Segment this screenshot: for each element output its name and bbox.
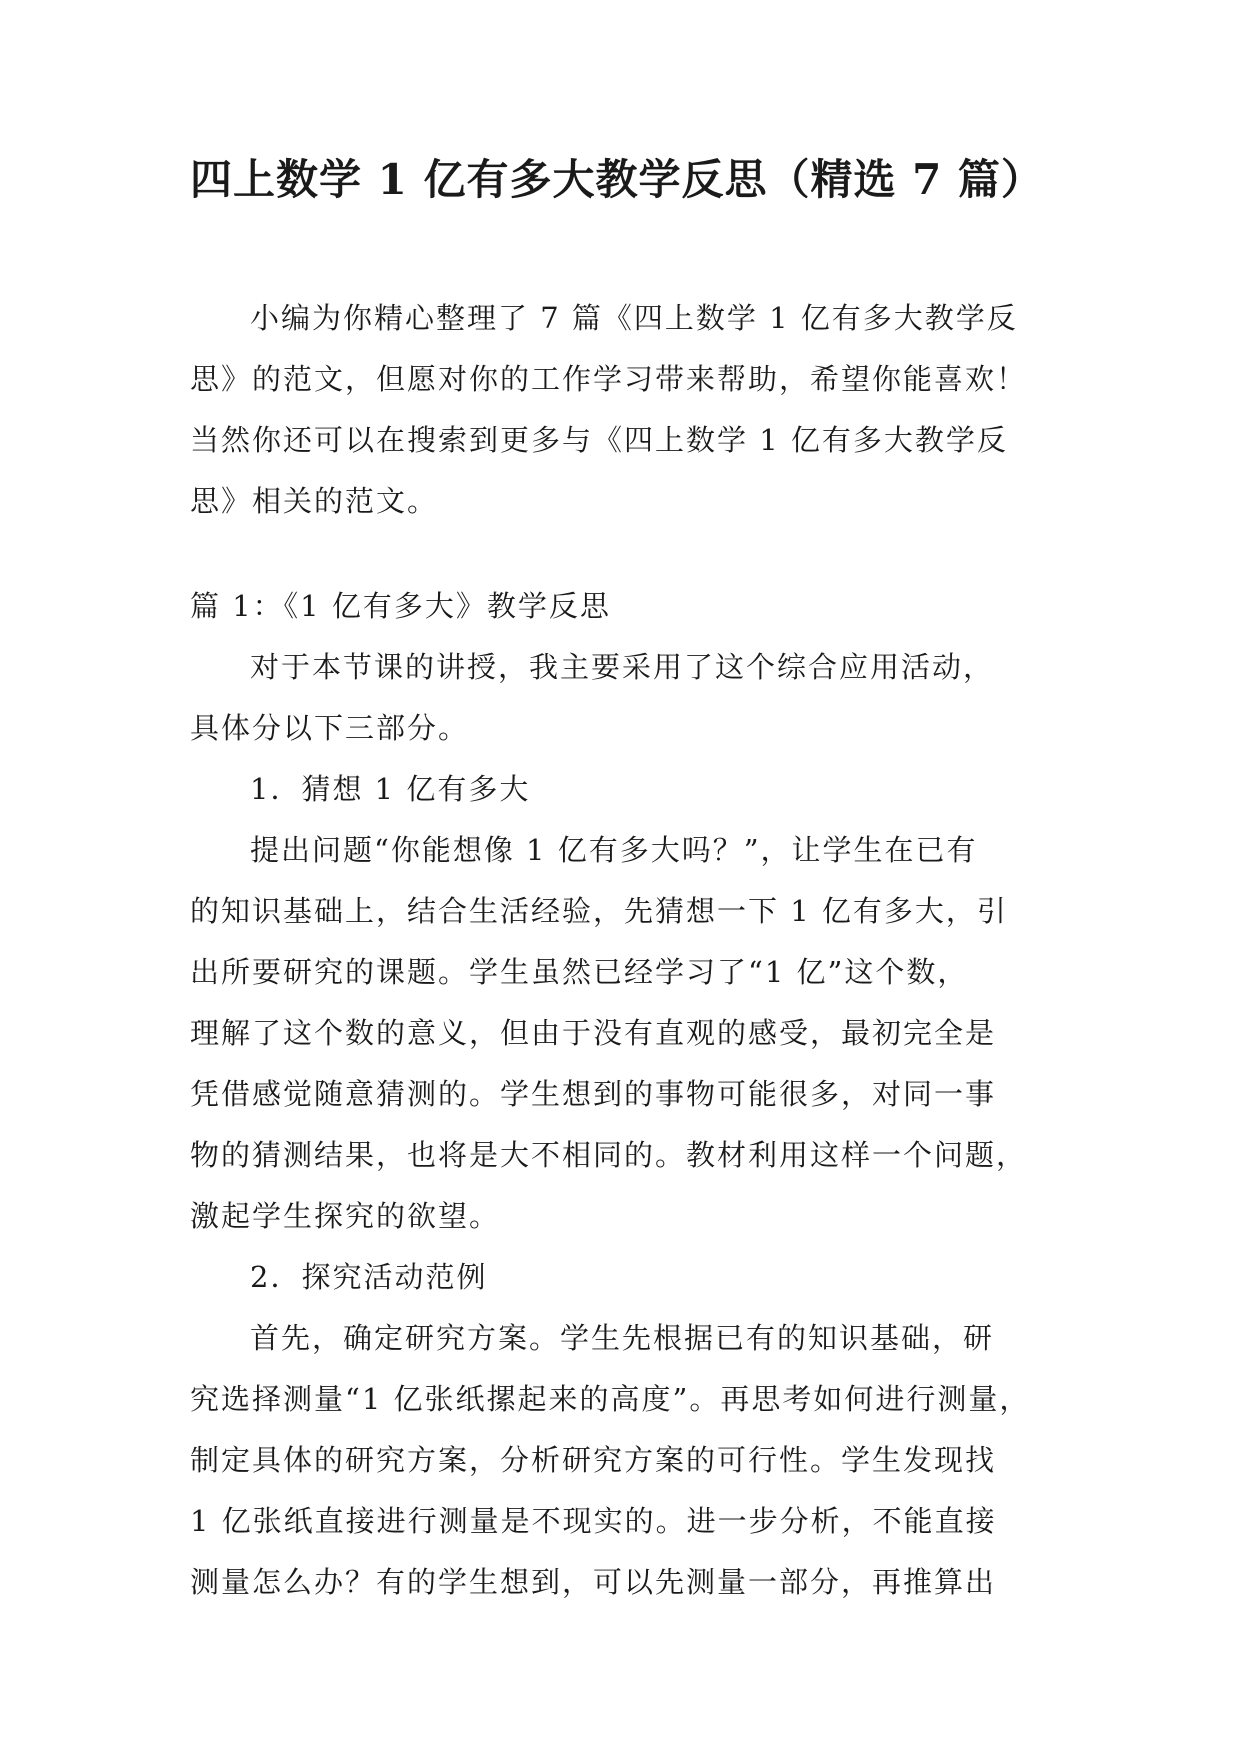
intro-line: 小编为你精心整理了 7 篇《四上数学 1 亿有多大教学反 [250,301,1018,335]
paragraph-line: 测量怎么办？有的学生想到，可以先测量一部分，再推算出 [190,1565,997,1599]
paragraph-line: 制定具体的研究方案，分析研究方案的可行性。学生发现找 [190,1443,997,1477]
article-heading [190,576,1060,637]
intro-line: 思》相关的范文。 [190,484,439,518]
paragraph-line: 出所要研究的课题。学生虽然已经学习了“1 亿”这个数， [190,955,969,989]
paragraph-line: 理解了这个数的意义，但由于没有直观的感受，最初完全是 [190,1016,997,1050]
paragraph-line: 究选择测量“1 亿张纸摞起来的高度”。再思考如何进行测量， [190,1382,1031,1416]
paragraph-line: 1 亿张纸直接进行测量是不现实的。进一步分析，不能直接 [190,1504,997,1538]
paragraph-line: 激起学生探究的欲望。 [190,1199,501,1233]
article-body [190,637,1060,1613]
paragraph-line: 凭借感觉随意猜测的。学生想到的事物可能很多，对同一事 [190,1077,997,1111]
paragraph-line: 对于本节课的讲授，我主要采用了这个综合应用活动， [250,650,995,684]
document-title: 四上数学 1 亿有多大教学反思（精选 7 篇） [190,155,1044,204]
article-heading-text: 篇 1：《1 亿有多大》教学反思 [190,589,611,623]
intro-line: 思》的范文，但愿对你的工作学习带来帮助，希望你能喜欢！ [190,362,1028,396]
paragraph-line: 提出问题“你能想像 1 亿有多大吗？”，让学生在已有 [250,833,978,867]
intro-paragraph [190,288,1060,532]
intro-line: 当然你还可以在搜索到更多与《四上数学 1 亿有多大教学反 [190,423,1008,457]
paragraph-line: 的知识基础上，结合生活经验，先猜想一下 1 亿有多大，引 [190,894,1008,928]
section-heading: 2．探究活动范例 [250,1260,488,1294]
paragraph-line: 具体分以下三部分。 [190,711,470,745]
paragraph-line: 物的猜测结果，也将是大不相同的。教材利用这样一个问题， [190,1138,1028,1172]
paragraph-line: 首先，确定研究方案。学生先根据已有的知识基础，研 [250,1321,995,1355]
section-heading: 1．猜想 1 亿有多大 [250,772,531,806]
